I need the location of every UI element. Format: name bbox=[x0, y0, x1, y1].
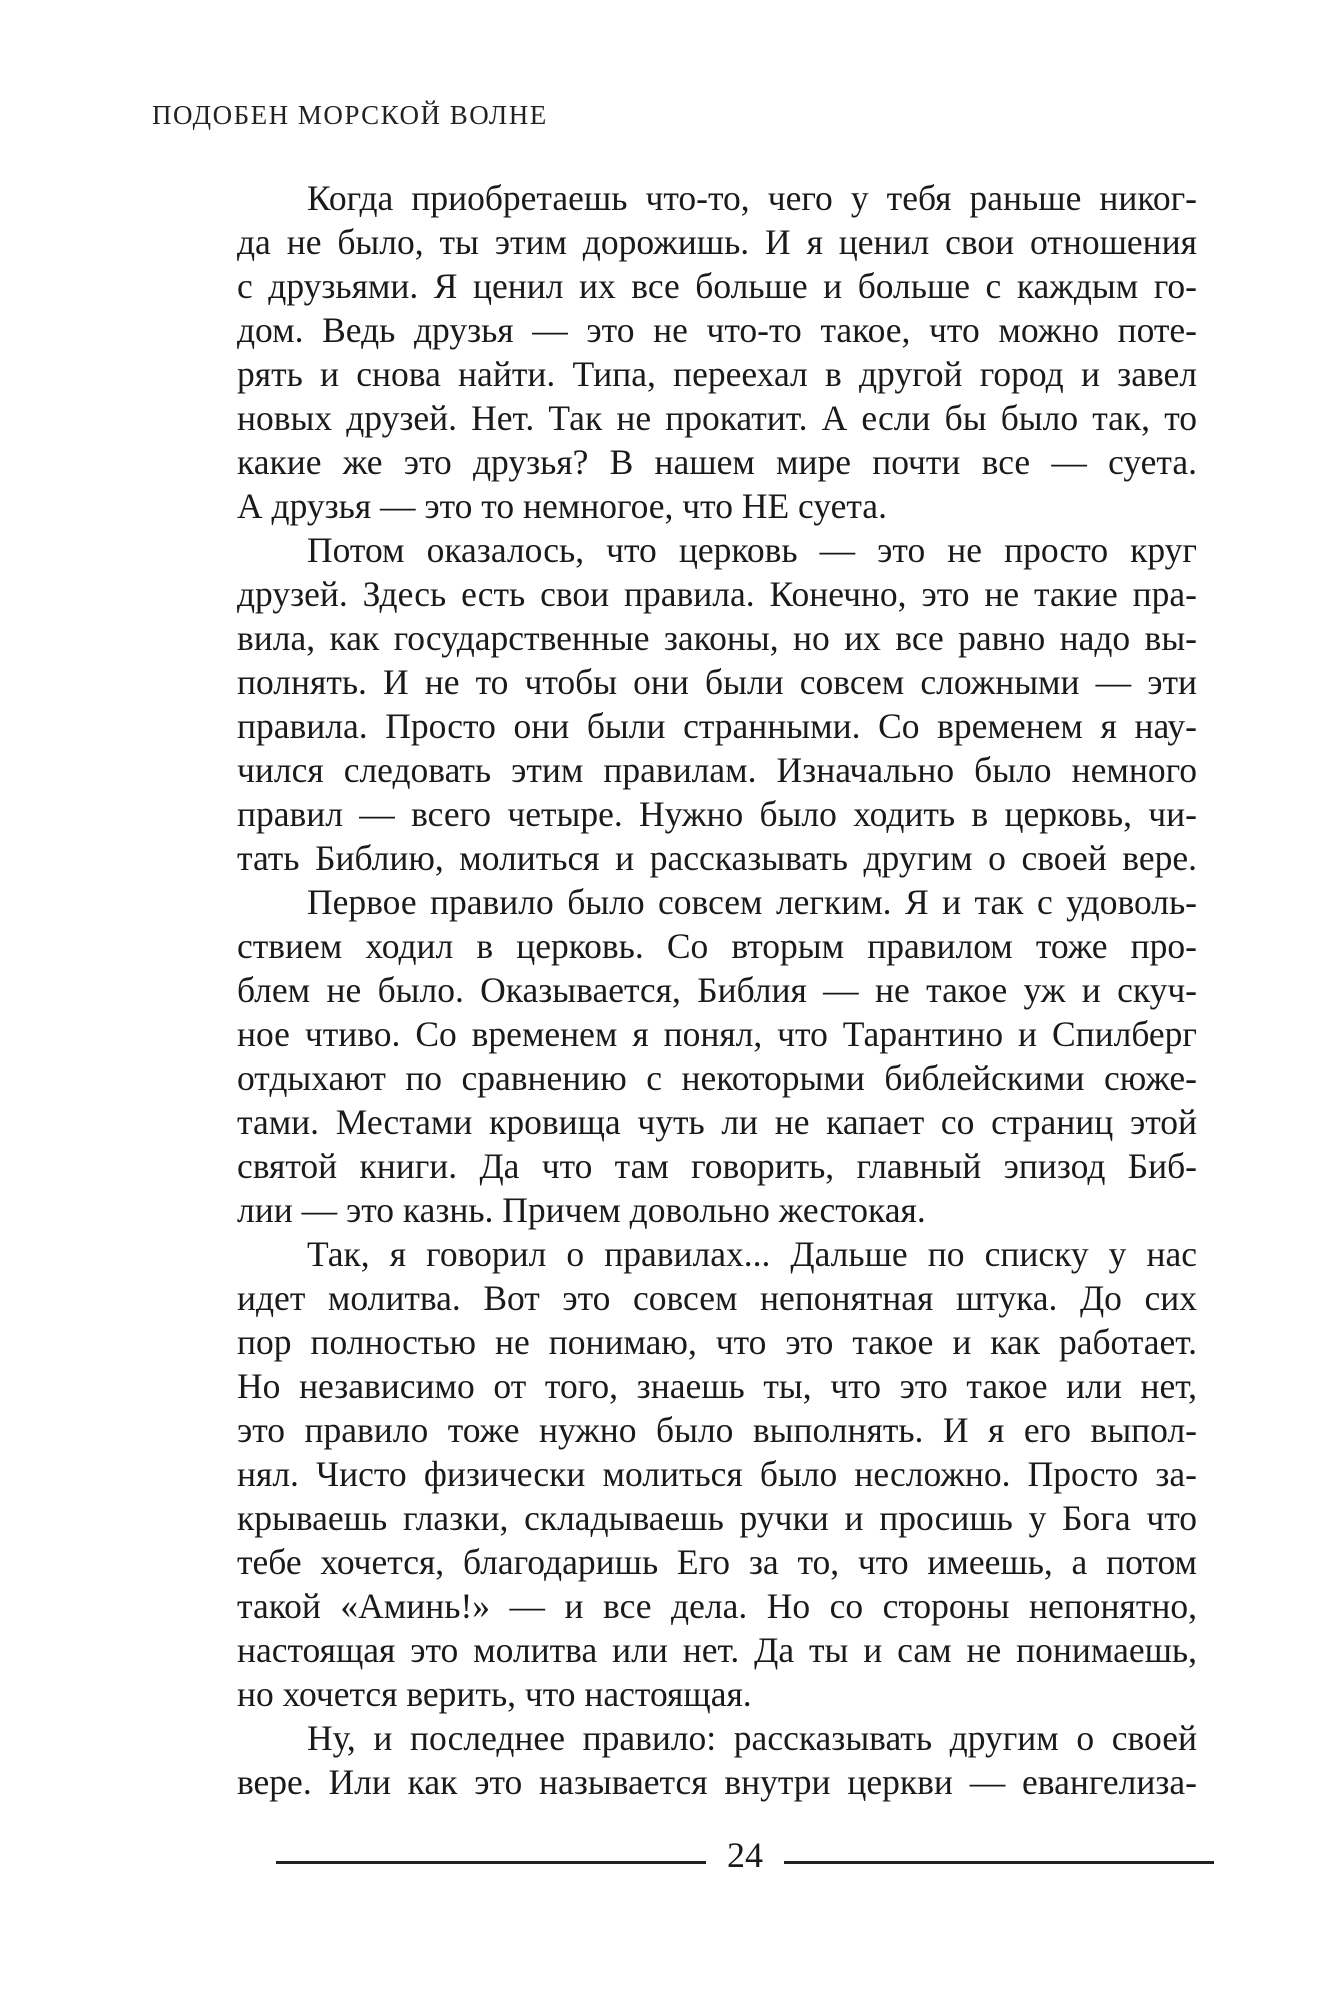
text-line: Так, я говорил о правилах... Дальше по списку у нас bbox=[307, 1234, 1197, 1274]
text-line: правила. Просто они были странными. Со временем я нау- bbox=[237, 706, 1197, 746]
text-line: идет молитва. Вот это совсем непонятная штука. До сих bbox=[237, 1278, 1197, 1318]
text-line: такой «Аминь!» — и все дела. Но со стороны непонятно, bbox=[237, 1586, 1197, 1626]
text-line: с друзьями. Я ценил их все больше и больше с каждым го- bbox=[237, 266, 1197, 306]
text-line: тебе хочется, благодаришь Его за то, что имеешь, а потом bbox=[237, 1542, 1197, 1582]
text-line: Первое правило было совсем легким. Я и так с удоволь- bbox=[307, 882, 1197, 922]
page-number: 24 bbox=[727, 1835, 763, 1875]
text-line: крываешь глазки, складываешь ручки и просишь у Бога что bbox=[237, 1498, 1197, 1538]
text-line: какие же это друзья? В нашем мире почти все — суета. bbox=[237, 442, 1197, 482]
text-line: рять и снова найти. Типа, переехал в другой город и завел bbox=[237, 354, 1197, 394]
text-line: Потом оказалось, что церковь — это не просто круг bbox=[307, 530, 1197, 570]
text-line: А друзья — это то немногое, что НЕ суета. bbox=[237, 486, 887, 526]
footer-rule-right bbox=[784, 1861, 1214, 1864]
text-line: тать Библию, молиться и рассказывать другим о своей вере. bbox=[237, 838, 1197, 878]
text-line: Но независимо от того, знаешь ты, что это такое или нет, bbox=[237, 1366, 1197, 1406]
text-line: это правило тоже нужно было выполнять. И я его выпол- bbox=[237, 1410, 1197, 1450]
text-line: правил — всего четыре. Нужно было ходить в церковь, чи- bbox=[237, 794, 1197, 834]
text-line: вере. Или как это называется внутри церкви — евангелиза- bbox=[237, 1762, 1197, 1802]
text-line: Когда приобретаешь что-то, чего у тебя раньше никог- bbox=[307, 178, 1197, 218]
running-header: ПОДОБЕН МОРСКОЙ ВОЛНЕ bbox=[152, 100, 548, 130]
text-line: ствием ходил в церковь. Со вторым правилом тоже про- bbox=[237, 926, 1197, 966]
text-line: настоящая это молитва или нет. Да ты и сам не понимаешь, bbox=[237, 1630, 1197, 1670]
text-line: тами. Местами кровища чуть ли не капает со страниц этой bbox=[237, 1102, 1197, 1142]
text-line: нял. Чисто физически молиться было несложно. Просто за- bbox=[237, 1454, 1197, 1494]
body-text bbox=[237, 176, 1197, 1804]
text-line: святой книги. Да что там говорить, главный эпизод Биб- bbox=[237, 1146, 1197, 1186]
text-line: блем не было. Оказывается, Библия — не такое уж и скуч- bbox=[237, 970, 1197, 1010]
text-line: новых друзей. Нет. Так не прокатит. А если бы было так, то bbox=[237, 398, 1197, 438]
text-line: но хочется верить, что настоящая. bbox=[237, 1674, 752, 1714]
text-line: вила, как государственные законы, но их все равно надо вы- bbox=[237, 618, 1197, 658]
text-line: лии — это казнь. Причем довольно жестокая. bbox=[237, 1190, 926, 1230]
text-line: чился следовать этим правилам. Изначально было немного bbox=[237, 750, 1197, 790]
footer-rule-left bbox=[276, 1861, 706, 1864]
text-line: Ну, и последнее правило: рассказывать другим о своей bbox=[307, 1718, 1197, 1758]
text-line: пор полностью не понимаю, что это такое и как работает. bbox=[237, 1322, 1197, 1362]
text-line: да не было, ты этим дорожишь. И я ценил свои отношения bbox=[237, 222, 1197, 262]
text-line: отдыхают по сравнению с некоторыми библейскими сюже- bbox=[237, 1058, 1197, 1098]
text-line: друзей. Здесь есть свои правила. Конечно, это не такие пра- bbox=[237, 574, 1197, 614]
text-line: полнять. И не то чтобы они были совсем сложными — эти bbox=[237, 662, 1197, 702]
text-line: дом. Ведь друзья — это не что-то такое, что можно поте- bbox=[237, 310, 1197, 350]
text-line: ное чтиво. Со временем я понял, что Тарантино и Спилберг bbox=[237, 1014, 1197, 1054]
page-footer bbox=[276, 1833, 1214, 1877]
